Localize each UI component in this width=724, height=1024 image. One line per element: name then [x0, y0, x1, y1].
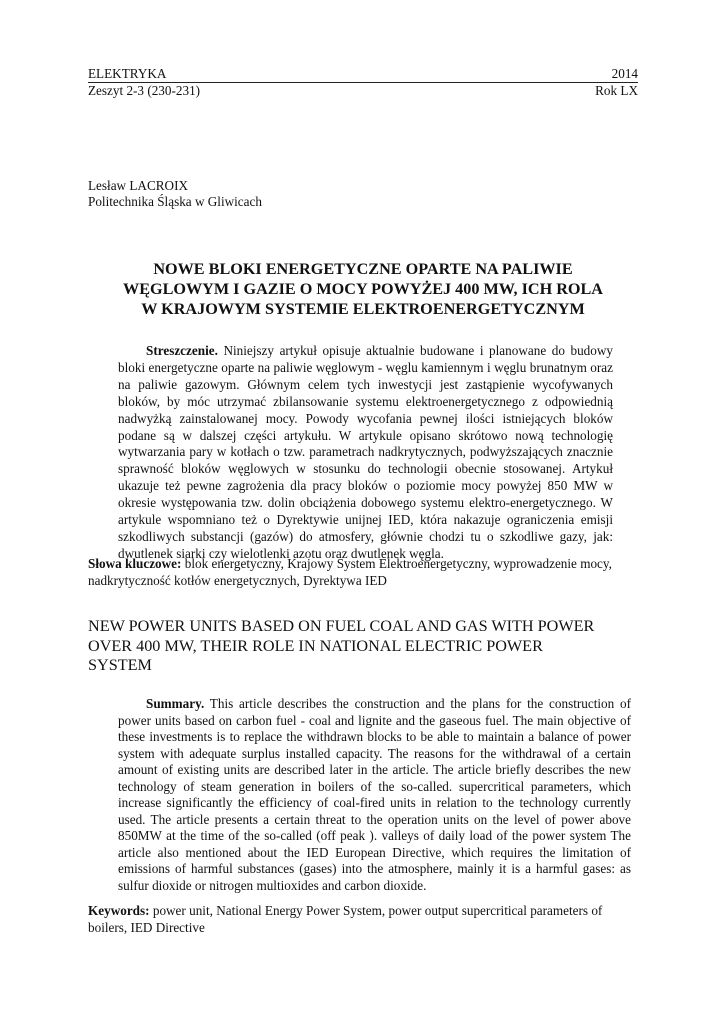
abstract-text: Niniejszy artykuł opisuje aktualnie budowane i planowane do budowy bloki energetyczne oparte na paliwie węglowym - węglu kamiennym i węglu brunatnym oraz na paliwie gazowym. Głównym celem tych inwestycji jest zastąpienie wycofywanych bloków, by móc utrzymać zbilansowanie systemu elektroenergetycznego z odpowiednią nadwyżką zainstalowanej mocy. Powody wycofania pewnej ilości istniejących bloków podane są w dalszej części artykułu. W artykule opisano skrótowo nową technologię wytwarzania pary w kotłach o tzw. parametrach nadkrytycznych, podwyższających znacznie sprawność bloków węglowych w stosunku do technologii obecnie stosowanej. Artykuł ukazuje też pewne zagrożenia dla pracy bloków o poziomie mocy powyżej 850 MW w okresie występowania tzw. dolin obciążenia dobowego systemu elektro-energetycznego. W artykule wspomniano też o Dyrektywie unijnej IED, która nakazuje ograniczenia emisji szkodliwych substancji (gazów) do atmosfery, głównie chodzi tu o szkodliwe gazy, jak: dwutlenek siarki czy wielotlenki azotu oraz dwutlenek węgla.	[118, 343, 613, 561]
title-polish	[88, 259, 638, 319]
keywords-en-label: Keywords:	[88, 903, 150, 918]
author-name: Lesław LACROIX	[88, 178, 188, 193]
title-polish-line: WĘGLOWYM I GAZIE O MOCY POWYŻEJ 400 MW, ICH ROLA	[123, 280, 603, 298]
author-block	[88, 178, 262, 210]
volume-number: Rok LX	[595, 83, 638, 98]
title-english-line: SYSTEM	[88, 656, 152, 675]
author-affiliation: Politechnika Śląska w Gliwicach	[88, 194, 262, 209]
title-polish-line: W KRAJOWYM SYSTEMIE ELEKTROENERGETYCZNYM	[141, 300, 585, 318]
keywords-english	[88, 903, 638, 936]
keywords-text: blok energetyczny, Krajowy System Elektroenergetyczny, wyprowadzenie mocy, nadkrytyczność kotłów energetycznych, Dyrektywa IED	[88, 556, 612, 588]
keywords-polish	[88, 556, 638, 589]
journal-header	[88, 66, 638, 83]
abstract-polish	[118, 343, 613, 563]
issue-header	[88, 83, 638, 99]
title-english-line: NEW POWER UNITS BASED ON FUEL COAL AND GAS WITH POWER	[88, 617, 595, 635]
summary-english	[118, 696, 631, 894]
title-english-line: OVER 400 MW, THEIR ROLE IN NATIONAL ELECTRIC POWER	[88, 636, 543, 655]
journal-year: 2014	[611, 66, 638, 81]
summary-text: This article describes the construction and the plans for the construction of power units based on carbon fuel - coal and lignite and the gaseous fuel. The main objective of these investments is to replace the withdrawn blocks to be able to maintain a balance of power system with adequate surplus installed capacity. The reasons for the withdrawal of a certain amount of existing units are described later in the article. The article briefly describes the new technology of steam generation in boilers of the so-called. supercritical parameters, which increase significantly the efficiency of coal-fired units in relation to the technology currently used. The article presents a certain threat to the operation units on the level of power above 850MW at the time of the so-called (off peak ). valleys of daily load of the power system The article also mentioned about the IED European Directive, which requires the limitation of emissions of harmful substances (gases) into the atmosphere, mainly it is a harmful gases: as sulfur dioxide or nitrogen multioxides and carbon dioxide.	[118, 696, 631, 893]
issue-number: Zeszyt 2-3 (230-231)	[88, 83, 201, 98]
keywords-en-text: power unit, National Energy Power System, power output supercritical parameters of boilers, IED Directive	[88, 903, 603, 935]
title-english	[88, 617, 638, 676]
keywords-label: Słowa kluczowe:	[88, 556, 182, 571]
abstract-label: Streszczenie.	[146, 343, 218, 358]
journal-name: ELEKTRYKA	[88, 66, 167, 81]
title-polish-line: NOWE BLOKI ENERGETYCZNE OPARTE NA PALIWIE	[153, 260, 573, 278]
summary-label: Summary.	[146, 696, 205, 711]
